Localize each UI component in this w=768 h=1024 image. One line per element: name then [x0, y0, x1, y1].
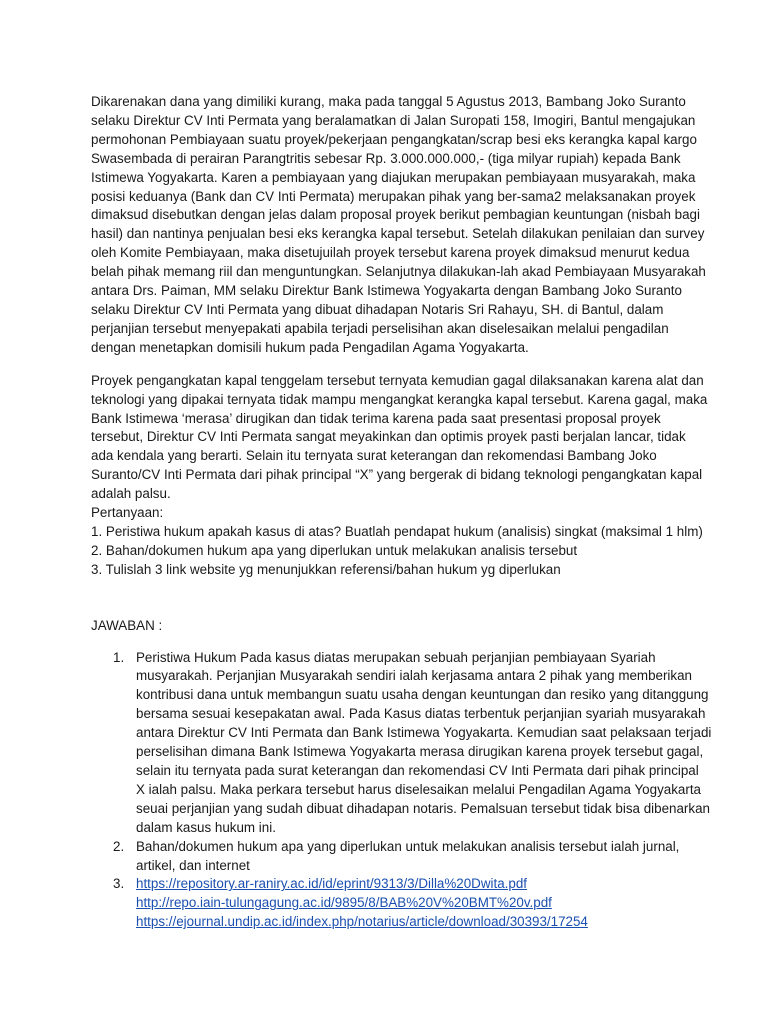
- answer-list: [91, 649, 712, 933]
- text-line: X ialah palsu. Maka perkara tersebut harus diselesaikan melalui Pengadilan Agama Yogyakarta: [136, 781, 701, 797]
- answer-text: [136, 838, 688, 876]
- text-line: kontribusi dana untuk membangun suatu usaha dengan keuntungan dan resiko yang ditanggung: [136, 687, 709, 703]
- text-line: posisi keduanya (Bank dan CV Inti Permata) merupakan pihak yang ber-sama2 melaksanakan proyek: [91, 188, 696, 204]
- text-line: 3. Tulislah 3 link website yg menunjukkan referensi/bahan hukum yg diperlukan: [91, 561, 561, 577]
- text-line: selaku Direktur CV Inti Permata yang beralamatkan di Jalan Suropati 158, Imogiri, Bantul mengajukan: [91, 112, 696, 128]
- text-line: teknologi yang dipakai ternyata tidak mampu mengangkat kerangka kapal tersebut. Karena gagal, maka: [91, 391, 708, 407]
- answer-number: 1.: [113, 649, 125, 665]
- text-line: Dikarenakan dana yang dimiliki kurang, maka pada tanggal 5 Agustus 2013, Bambang Joko Suranto: [91, 94, 686, 109]
- text-line: selain itu ternyata pada surat keterangan dan rekomendasi CV Inti Permata dari pihak principal: [136, 763, 699, 778]
- text-line: Proyek pengangkatan kapal tenggelam tersebut ternyata kemudian gagal dilaksanakan karena alat dan: [91, 372, 704, 388]
- answer-item-2: [91, 838, 688, 876]
- case-paragraph-1: [91, 93, 706, 358]
- text-line: adalah palsu.: [91, 486, 171, 502]
- text-line: 1. Peristiwa hukum apakah kasus di atas? Buatlah pendapat hukum (analisis) singkat (maksimal 1 hlm): [91, 523, 703, 539]
- text-line: Bank Istimewa ‘merasa’ dirugikan dan tidak terima karena pada saat presentasi proposal proyek: [91, 410, 661, 426]
- text-line: permohonan Pembiayaan suatu proyek/pekerjaan pengangkatan/scrap besi eks kerangka kapal kargo: [91, 131, 697, 147]
- answer-item-1: [91, 649, 712, 838]
- answer-number: 3.: [113, 876, 125, 892]
- text-line: seuai perjanjian yang sudah dibuat dihadapan notaris. Pemalsuan tersebut tidak bisa dibenarkan: [136, 800, 710, 816]
- case-paragraph-2: [91, 372, 708, 580]
- reference-link-1[interactable]: https://repository.ar-raniry.ac.id/id/eprint/9313/3/Dilla%20Dwita.pdf: [136, 876, 527, 892]
- text-line: perjanjian tersebut menyepakati apabila terjadi perselisihan akan diselesaikan melalui pengadilan: [91, 320, 669, 336]
- text-line: musyarakah. Perjanjian Musyarakah sendiri ialah kerjasama antara 2 pihak yang memberikan: [136, 668, 692, 684]
- answer-text: [136, 649, 712, 838]
- text-line: bersama sesuai kesepakatan awal. Pada Kasus diatas terbentuk perjanjian syariah musyarakah: [136, 706, 706, 722]
- text-line: belah pihak memang riil dan menguntungkan. Selanjutnya dilakukan-lah akad Pembiayaan Musyarakah: [91, 264, 706, 280]
- reference-link-3[interactable]: https://ejournal.undip.ac.id/index.php/notarius/article/download/30393/17254: [136, 914, 588, 930]
- text-line: Pertanyaan:: [91, 505, 164, 521]
- text-line: 2. Bahan/dokumen hukum apa yang diperlukan untuk melakukan analisis tersebut: [91, 542, 578, 558]
- text-line: antara Drs. Paiman, MM selaku Direktur Bank Istimewa Yogyakarta dengan Bambang Joko Suranto: [91, 283, 682, 299]
- text-line: tersebut, Direktur CV Inti Permata sangat meyakinkan dan optimis proyek pasti berjalan lancar, tidak: [91, 429, 686, 445]
- text-line: dengan menetapkan domisili hukum pada Pengadilan Agama Yogyakarta.: [91, 339, 529, 355]
- text-line: selaku Direktur CV Inti Permata yang dibuat dihadapan Notaris Sri Rahayu, SH. di Bantul, dalam: [91, 301, 664, 317]
- text-line: hasil) dan nantinya penjualan besi eks kerangka kapal tersebut. Setelah dilakukan penilaian dan survey: [91, 226, 705, 242]
- text-line: oleh Komite Pembiayaan, maka disetujuilah proyek tersebut karena proyek dimaksud menurut kedua: [91, 245, 690, 261]
- text-line: Peristiwa Hukum Pada kasus diatas merupakan sebuah perjanjian pembiayaan Syariah: [136, 649, 656, 665]
- reference-links: [136, 875, 688, 932]
- text-line: artikel, dan internet: [136, 857, 250, 873]
- answer-title: JAWABAN :: [91, 617, 163, 633]
- text-line: ada kendala yang berarti. Selain itu ternyata surat keterangan dan rekomendasi Bambang Joko: [91, 448, 657, 464]
- answer-item-3: [91, 875, 688, 932]
- text-line: Swasembada di perairan Parangtritis sebesar Rp. 3.000.000.000,- (tiga milyar rupiah) kepada Bank: [91, 150, 681, 166]
- text-line: dimaksud disebutkan dengan jelas dalam proposal proyek berikut pembagian keuntungan (nisbah bagi: [91, 207, 700, 223]
- answer-number: 2.: [113, 838, 125, 854]
- text-line: Suranto/CV Inti Permata dari pihak principal “X” yang bergerak di bidang teknologi pengangkatan kapal: [91, 467, 703, 483]
- text-line: antara Direktur CV Inti Permata dan Bank Istimewa Yogyakarta. Kemudian saat pelaksaan terjadi: [136, 725, 712, 741]
- text-line: dalam kasus hukum ini.: [136, 819, 276, 835]
- reference-link-2[interactable]: http://repo.iain-tulungagung.ac.id/9895/8/BAB%20V%20BMT%20v.pdf: [136, 895, 552, 911]
- text-line: perselisihan dimana Bank Istimewa Yogyakarta merasa dirugikan karena proyek tersebut gagal,: [136, 744, 704, 760]
- text-line: Istimewa Yogyakarta. Karen a pembiayaan yang diajukan merupakan pembiayaan musyarakah, maka: [91, 169, 696, 185]
- text-line: Bahan/dokumen hukum apa yang diperlukan untuk melakukan analisis tersebut ialah jurnal,: [136, 838, 680, 854]
